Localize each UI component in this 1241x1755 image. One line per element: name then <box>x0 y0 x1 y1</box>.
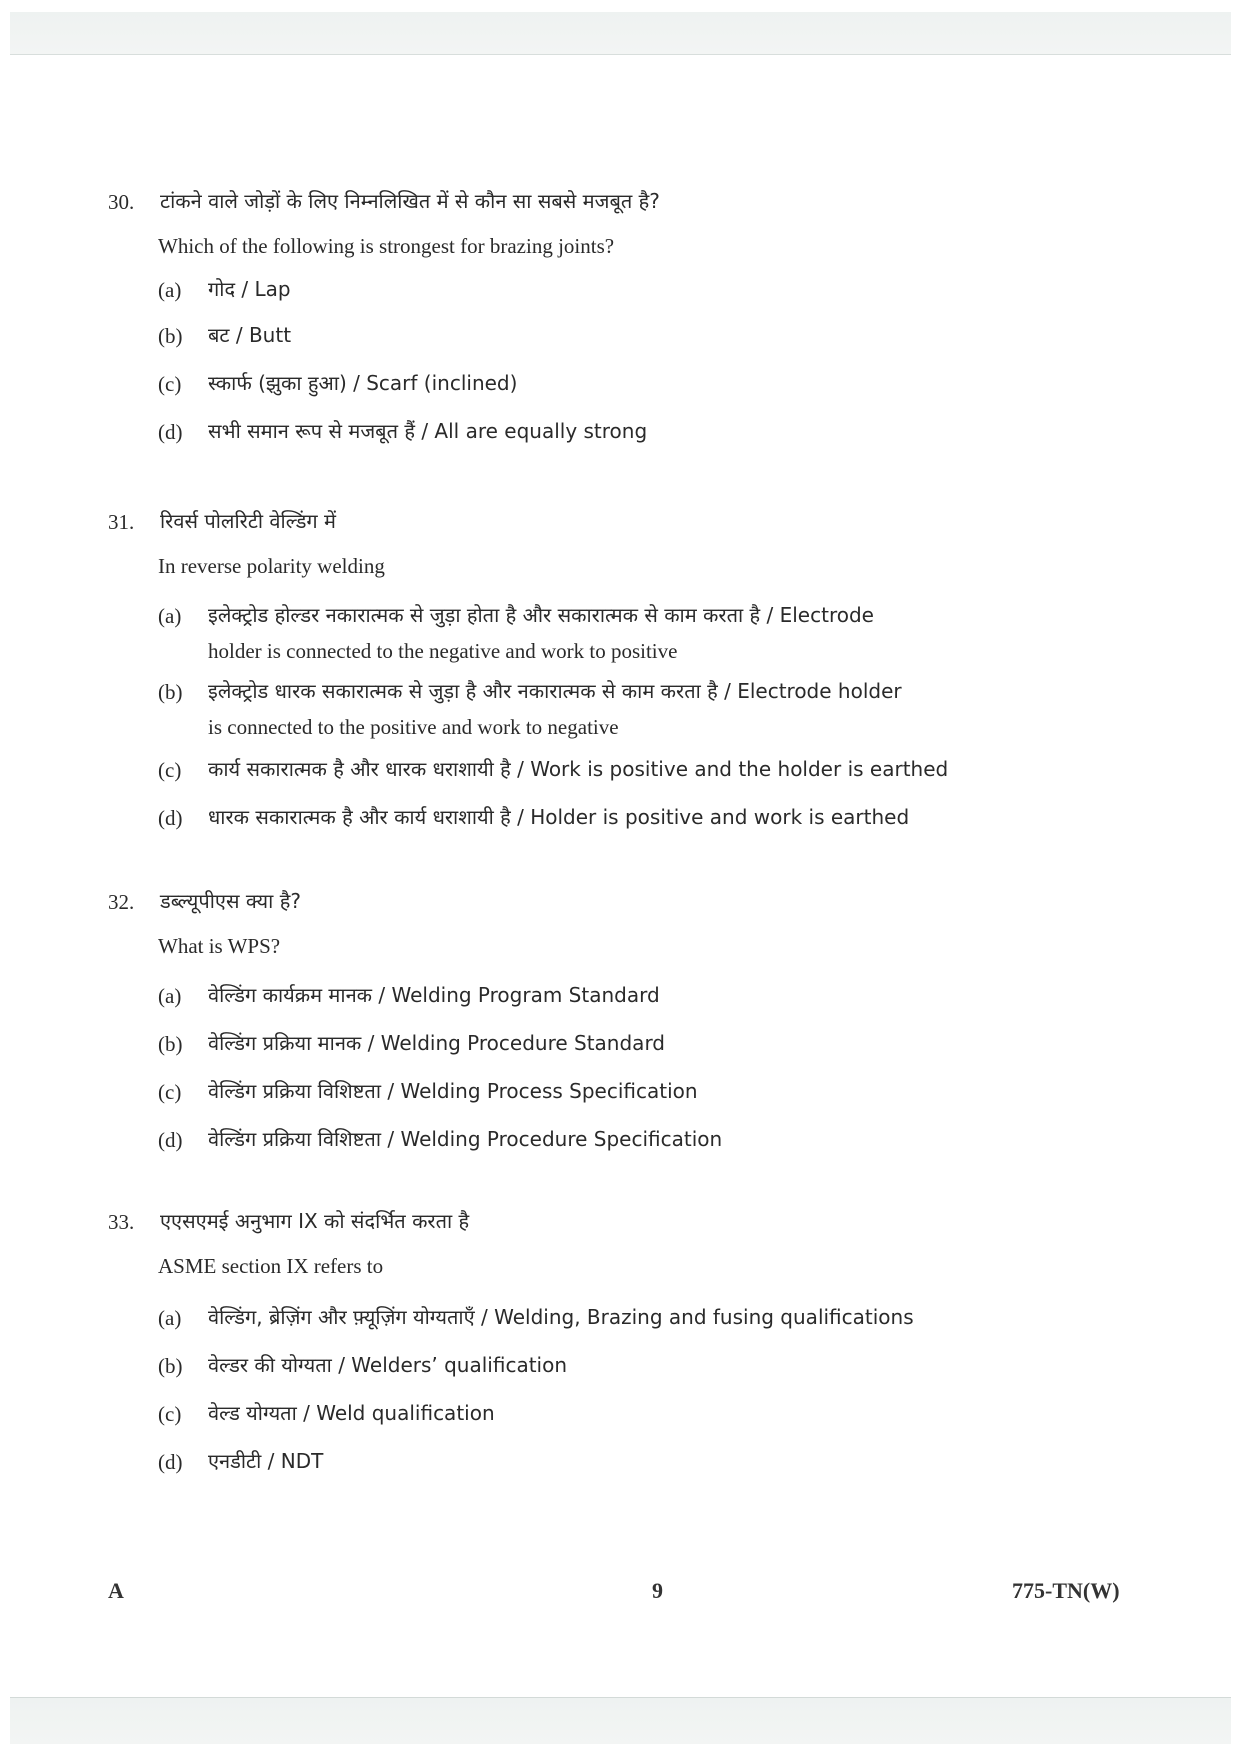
option-c: वेल्डिंग प्रक्रिया विशिष्टता / Welding Process Specification <box>208 1079 698 1103</box>
option-letter: (b) <box>158 324 183 348</box>
option-letter: (d) <box>158 420 183 444</box>
option-letter: (d) <box>158 1128 183 1152</box>
option-letter: (d) <box>158 1450 183 1474</box>
option-letter: (d) <box>158 806 183 830</box>
question-text-english: In reverse polarity welding <box>158 554 385 578</box>
option-a: वेल्डिंग कार्यक्रम मानक / Welding Program Standard <box>208 983 660 1007</box>
question-number: 30. <box>108 190 135 214</box>
option-a-line2: holder is connected to the negative and work to positive <box>208 639 678 663</box>
option-b: वेल्डिंग प्रक्रिया मानक / Welding Procedure Standard <box>208 1031 666 1055</box>
option-a: गोद / Lap <box>208 277 291 301</box>
question-text-hindi: टांकने वाले जोड़ों के लिए निम्नलिखित में से कौन सा सबसे मजबूत है? <box>160 189 660 213</box>
option-letter: (a) <box>158 604 182 628</box>
option-letter: (c) <box>158 372 182 396</box>
option-d: एनडीटी / NDT <box>208 1449 324 1473</box>
option-letter: (b) <box>158 680 183 704</box>
option-letter: (b) <box>158 1032 183 1056</box>
question-text-english: What is WPS? <box>158 934 281 958</box>
question-number: 31. <box>108 510 135 534</box>
option-d: धारक सकारात्मक है और कार्य धराशायी है / Holder is positive and work is earthed <box>208 805 910 829</box>
option-d: सभी समान रूप से मजबूत हैं / All are equally strong <box>208 419 648 443</box>
option-letter: (a) <box>158 278 182 302</box>
question-text-english: Which of the following is strongest for brazing joints? <box>158 234 615 258</box>
option-letter: (c) <box>158 758 182 782</box>
option-letter: (b) <box>158 1354 183 1378</box>
option-c: वेल्ड योग्यता / Weld qualification <box>208 1401 495 1425</box>
option-b: बट / Butt <box>208 323 292 347</box>
option-letter: (a) <box>158 1306 182 1330</box>
option-letter: (c) <box>158 1080 182 1104</box>
question-text-hindi: रिवर्स पोलरिटी वेल्डिंग में <box>160 509 337 533</box>
option-letter: (a) <box>158 984 182 1008</box>
option-a: वेल्डिंग, ब्रेज़िंग और फ़्यूज़िंग योग्यताएँ / Welding, Brazing and fusing qualifications <box>208 1305 914 1329</box>
option-letter: (c) <box>158 1402 182 1426</box>
option-d: वेल्डिंग प्रक्रिया विशिष्टता / Welding Procedure Specification <box>208 1127 723 1151</box>
option-b: वेल्डर की योग्यता / Welders’ qualification <box>208 1353 568 1377</box>
question-number: 32. <box>108 890 135 914</box>
footer-set: A <box>108 1578 124 1603</box>
footer-paper-code: 775-TN(W) <box>1012 1578 1120 1603</box>
option-b-line2: is connected to the positive and work to negative <box>208 715 619 739</box>
option-c: स्कार्फ (झुका हुआ) / Scarf (inclined) <box>208 371 518 395</box>
option-b-line1: इलेक्ट्रोड धारक सकारात्मक से जुड़ा है और नकारात्मक से काम करता है / Electrode holder <box>208 679 902 703</box>
option-c: कार्य सकारात्मक है और धारक धराशायी है / Work is positive and the holder is earthed <box>208 757 949 781</box>
question-text-english: ASME section IX refers to <box>158 1254 384 1278</box>
option-a-line1: इलेक्ट्रोड होल्डर नकारात्मक से जुड़ा होता है और सकारात्मक से काम करता है / Electrode <box>208 603 874 627</box>
scan-band-top <box>10 12 1231 55</box>
question-text-hindi: एएसएमई अनुभाग IX को संदर्भित करता है <box>160 1209 470 1233</box>
scan-band-bottom <box>10 1697 1231 1744</box>
question-text-hindi: डब्ल्यूपीएस क्या है? <box>160 889 301 913</box>
footer-page-number: 9 <box>652 1578 663 1603</box>
question-number: 33. <box>108 1210 135 1234</box>
